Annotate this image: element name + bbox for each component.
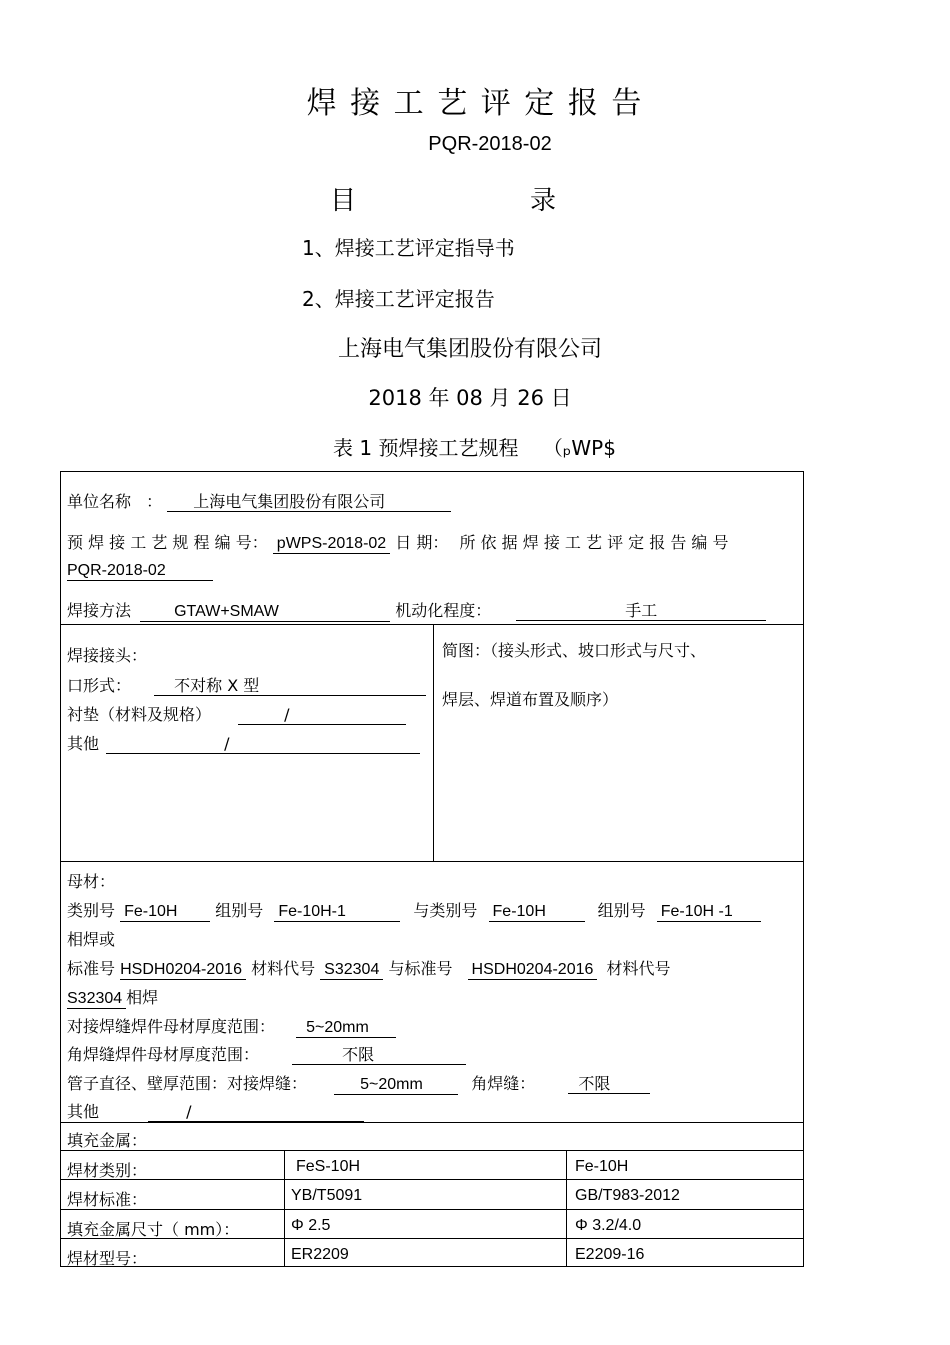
rule-joint-divider	[433, 624, 434, 861]
with-standard-label: 与标准号	[388, 959, 453, 978]
filler-heading: 填充金属：	[67, 1131, 148, 1150]
joint-other-row	[67, 731, 420, 754]
unit-row	[67, 489, 451, 512]
material-label: 材料代号	[251, 959, 316, 978]
fillet-thk-value: 不限	[292, 1046, 466, 1065]
method-value: GTAW+SMAW	[140, 603, 390, 622]
filler-row-col1-4: ER2209	[291, 1246, 349, 1263]
toc-heading-right: 录	[530, 186, 557, 216]
with-material-label: 材料代号	[606, 959, 671, 978]
pqr-number: PQR-2018-02	[428, 133, 552, 155]
fillet-thk-label: 角焊缝焊件母材厚度范围：	[67, 1045, 260, 1064]
filler-row-label-1: 焊材类别：	[67, 1161, 148, 1180]
table-caption	[333, 432, 616, 461]
filler-row-col1-2: YB/T5091	[291, 1187, 363, 1204]
company-name: 上海电气集团股份有限公司	[337, 337, 602, 362]
backing-value: /	[238, 706, 406, 725]
category-row	[67, 898, 761, 922]
groove-value: 不对称 X 型	[154, 677, 426, 696]
fillet-thk-row	[67, 1042, 466, 1065]
pqr-ref-row	[67, 560, 213, 581]
sketch-line-2: 焊层、焊道布置及顺序）	[442, 690, 619, 709]
toc-heading-left: 目	[330, 186, 357, 216]
pipe-label: 管子直径、壁厚范围：对接焊缝：	[67, 1074, 308, 1093]
sketch-line-1: 简图：（接头形式、坡口形式与尺寸、	[442, 641, 707, 660]
filler-row-col2-4: E2209-16	[575, 1246, 645, 1263]
toc-item-2: 2、焊接工艺评定报告	[302, 287, 495, 311]
joint-other-value: /	[106, 735, 420, 754]
table-caption-code: （ₚWP$	[542, 436, 616, 460]
filler-row-label-3: 填充金属尺寸（ mm）：	[67, 1220, 240, 1239]
joint-heading: 焊接接头：	[67, 646, 148, 665]
rule-filler-col1	[284, 1150, 285, 1266]
weld-suffix: 相焊	[126, 988, 159, 1007]
pqr-ref-value: PQR-2018-02	[67, 562, 213, 581]
base-metal-heading: 母材：	[67, 872, 116, 891]
with-group-value: Fe-10H -1	[657, 903, 761, 922]
groove-row	[67, 673, 426, 696]
pwps-value: pWPS-2018-02	[273, 535, 390, 554]
weld-or: 相焊或	[67, 930, 116, 949]
with-category-value: Fe-10H	[489, 903, 585, 922]
filler-row-col2-1: Fe-10H	[575, 1158, 629, 1175]
filler-row-label-2: 焊材标准：	[67, 1190, 148, 1209]
pipe-row	[67, 1071, 650, 1095]
toc-item-1: 1、焊接工艺评定指导书	[302, 236, 515, 260]
unit-label: 单位名称	[67, 492, 132, 511]
date-label: 日 期：	[395, 533, 449, 552]
rule-filler-col2	[566, 1150, 567, 1266]
filler-row-label-4: 焊材型号：	[67, 1249, 148, 1268]
rule-filler-3	[61, 1209, 803, 1210]
filler-row-col2-2: GB/T983-2012	[575, 1187, 680, 1204]
rule-after-header	[61, 624, 803, 625]
material-value: S32304	[320, 961, 383, 980]
with-category-label: 与类别号	[413, 901, 478, 920]
standard-row	[67, 956, 671, 980]
document-title: 焊 接 工 艺 评 定 报 告	[306, 86, 644, 121]
pqr-ref-label: 所 依 据 焊 接 工 艺 评 定 报 告 编 号	[459, 533, 729, 552]
butt-thk-row	[67, 1014, 396, 1038]
unit-value: 上海电气集团股份有限公司	[167, 493, 451, 512]
butt-thk-label: 对接焊缝焊件母材厚度范围：	[67, 1017, 276, 1036]
filler-row-col2-3: Φ 3.2/4.0	[575, 1217, 642, 1234]
rule-filler-2	[61, 1179, 803, 1180]
groove-label: 口形式：	[67, 676, 132, 695]
pipe-butt-value: 5~20mm	[334, 1076, 458, 1095]
joint-other-label: 其他	[67, 734, 100, 753]
method-row	[67, 598, 766, 622]
pipe-fillet-label: 角焊缝：	[471, 1074, 536, 1093]
standard-value: HSDH0204-2016	[120, 961, 246, 980]
with-standard-value: HSDH0204-2016	[468, 961, 598, 980]
method-label: 焊接方法	[67, 601, 132, 620]
base-other-row	[67, 1099, 364, 1122]
base-other-value: /	[148, 1103, 364, 1122]
with-group-label: 组别号	[597, 901, 646, 920]
table-caption-text: 表 1 预焊接工艺规程	[333, 436, 519, 460]
category-value: Fe-10H	[120, 903, 210, 922]
pwps-label: 预 焊 接 工 艺 规 程 编 号：	[67, 533, 268, 552]
standard-label: 标准号	[67, 959, 116, 978]
pipe-fillet-value: 不限	[568, 1075, 650, 1094]
mech-label: 机动化程度：	[395, 601, 492, 620]
unit-colon: ：	[146, 492, 163, 511]
butt-thk-value: 5~20mm	[296, 1019, 396, 1038]
with-material-value: S32304	[67, 990, 126, 1009]
mech-value: 手工	[516, 602, 766, 621]
rule-filler-1	[61, 1150, 803, 1151]
backing-row	[67, 702, 406, 725]
group-label: 组别号	[215, 901, 264, 920]
rule-after-joint	[61, 861, 803, 862]
filler-row-col1-3: Φ 2.5	[291, 1217, 331, 1234]
filler-row-col1-1: FeS-10H	[296, 1158, 361, 1175]
pwps-form	[60, 471, 804, 1267]
report-date: 2018 年 08 月 26 日	[368, 386, 572, 410]
category-label: 类别号	[67, 901, 116, 920]
material-row-2	[67, 985, 158, 1009]
base-other-label: 其他	[67, 1102, 100, 1121]
group-value: Fe-10H-1	[274, 903, 400, 922]
backing-label: 衬垫（材料及规格）	[67, 705, 212, 724]
pwps-row	[67, 530, 729, 554]
